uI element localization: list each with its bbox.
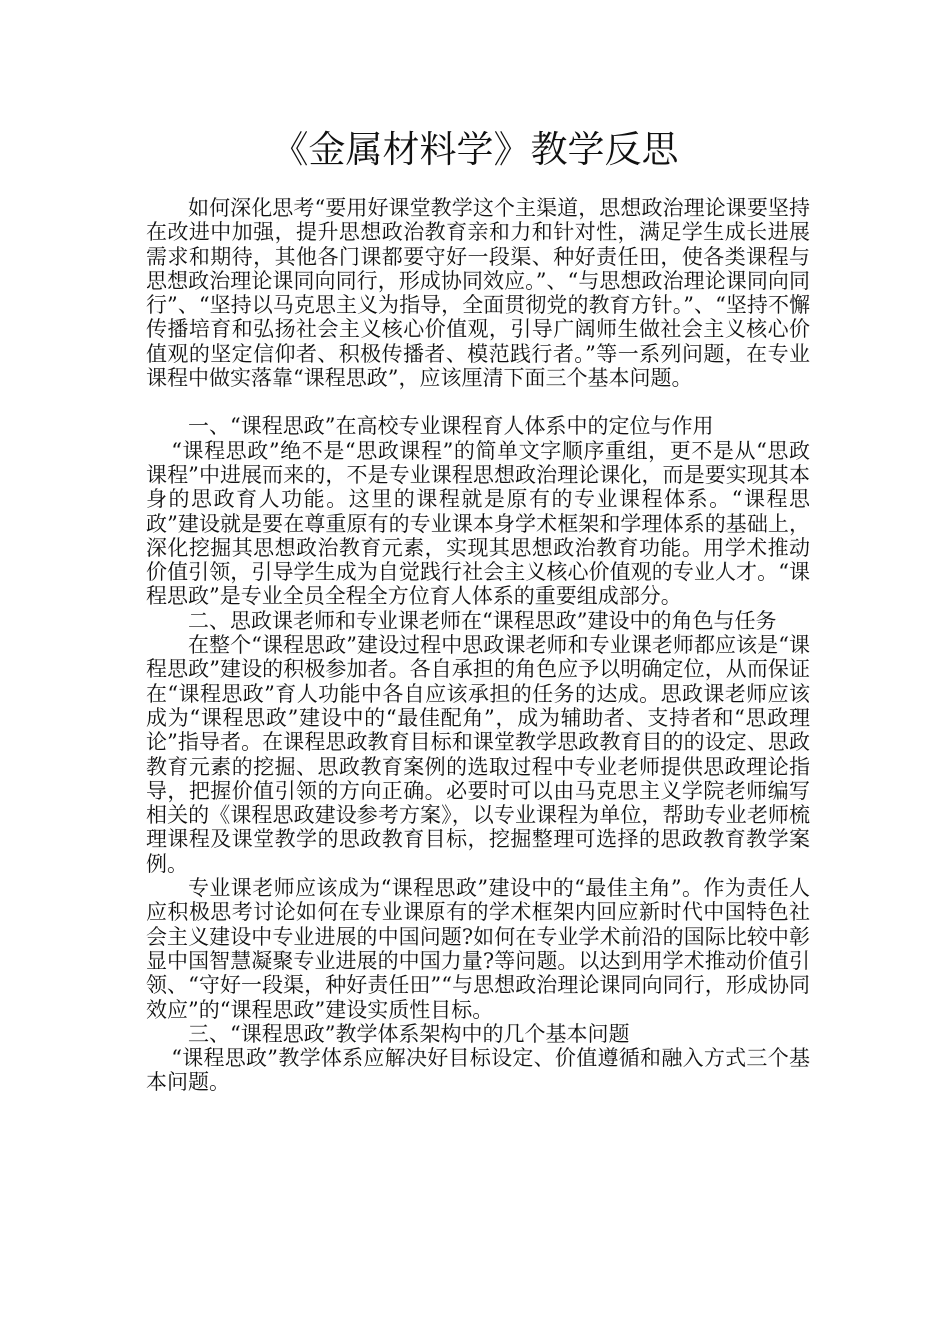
section-heading-1: 一、“课程思政”在高校专业课程育人体系中的定位与作用 [188, 414, 714, 439]
section-2-paragraph-2: 专业课老师应该成为“课程思政”建设中的“最佳主角”。作为责任人应积极思考讨论如何在专业课原有的学术框架内回应新时代中国特色社会主义建设中专业进展的中国问题?如何在专业学术前沿的国际比较中彰显中国智慧凝聚专业进展的中国力量?等问题。以达到用学术推动价值引领、“守好一段渠，种好责任田”“与思想政治理论课同向同行，形成协同效应”的“课程思政”建设实质性目标。 [146, 876, 810, 1022]
section-3-paragraph: “课程思政”教学体系应解决好目标设定、价值遵循和融入方式三个基本问题。 [146, 1046, 810, 1095]
paragraph-spacer [146, 390, 810, 414]
intro-paragraph: 如何深化思考“要用好课堂教学这个主渠道，思想政治理论课要坚持在改进中加强，提升思想政治教育亲和力和针对性，满足学生成长进展需求和期待，其他各门课都要守好一段渠、种好责任田，使各类课程与思想政治理论课同向同行，形成协同效应。”、“与思想政治理论课同向同行”、“坚持以马克思主义为指导，全面贯彻党的教育方针。”、“坚持不懈传播培育和弘扬社会主义核心价值观，引导广阔师生做社会主义核心价值观的坚定信仰者、积极传播者、模范践行者。”等一系列问题，在专业课程中做实落靠“课程思政”，应该厘清下面三个基本问题。 [146, 196, 810, 391]
document-body [146, 196, 810, 1095]
section-heading-2: 二、思政课老师和专业课老师在“课程思政”建设中的角色与任务 [188, 608, 777, 633]
document-title: 《金属材料学》教学反思 [271, 128, 679, 171]
section-2-paragraph-1: 在整个“课程思政”建设过程中思政课老师和专业课老师都应该是“课程思政”建设的积极参加者。各自承担的角色应予以明确定位，从而保证在“课程思政”育人功能中各自应该承担的任务的达成。思政课老师应该成为“课程思政”建设中的“最佳配角”，成为辅助者、支持者和“思政理论”指导者。在课程思政教育目标和课堂教学思政教育目的的设定、思政教育元素的挖掘、思政教育案例的选取过程中专业老师提供思政理论指导，把握价值引领的方向正确。必要时可以由马克思主义学院老师编写相关的《课程思政建设参考方案》，以专业课程为单位，帮助专业老师梳理课程及课堂教学的思政教育目标，挖掘整理可选择的思政教育教学案例。 [146, 633, 810, 876]
section-heading-3: 三、“课程思政”教学体系架构中的几个基本问题 [188, 1021, 630, 1046]
section-1-paragraph: “课程思政”绝不是“思政课程”的简单文字顺序重组，更不是从“思政课程”中进展而来的，不是专业课程思想政治理论课化，而是要实现其本身的思政育人功能。这里的课程就是原有的专业课程体系。“课程思政”建设就是要在尊重原有的专业课本身学术框架和学理体系的基础上，深化挖掘其思想政治教育元素，实现其思想政治教育功能。用学术推动价值引领，引导学生成为自觉践行社会主义核心价值观的专业人才。“课程思政”是专业全员全程全方位育人体系的重要组成部分。 [146, 438, 810, 609]
